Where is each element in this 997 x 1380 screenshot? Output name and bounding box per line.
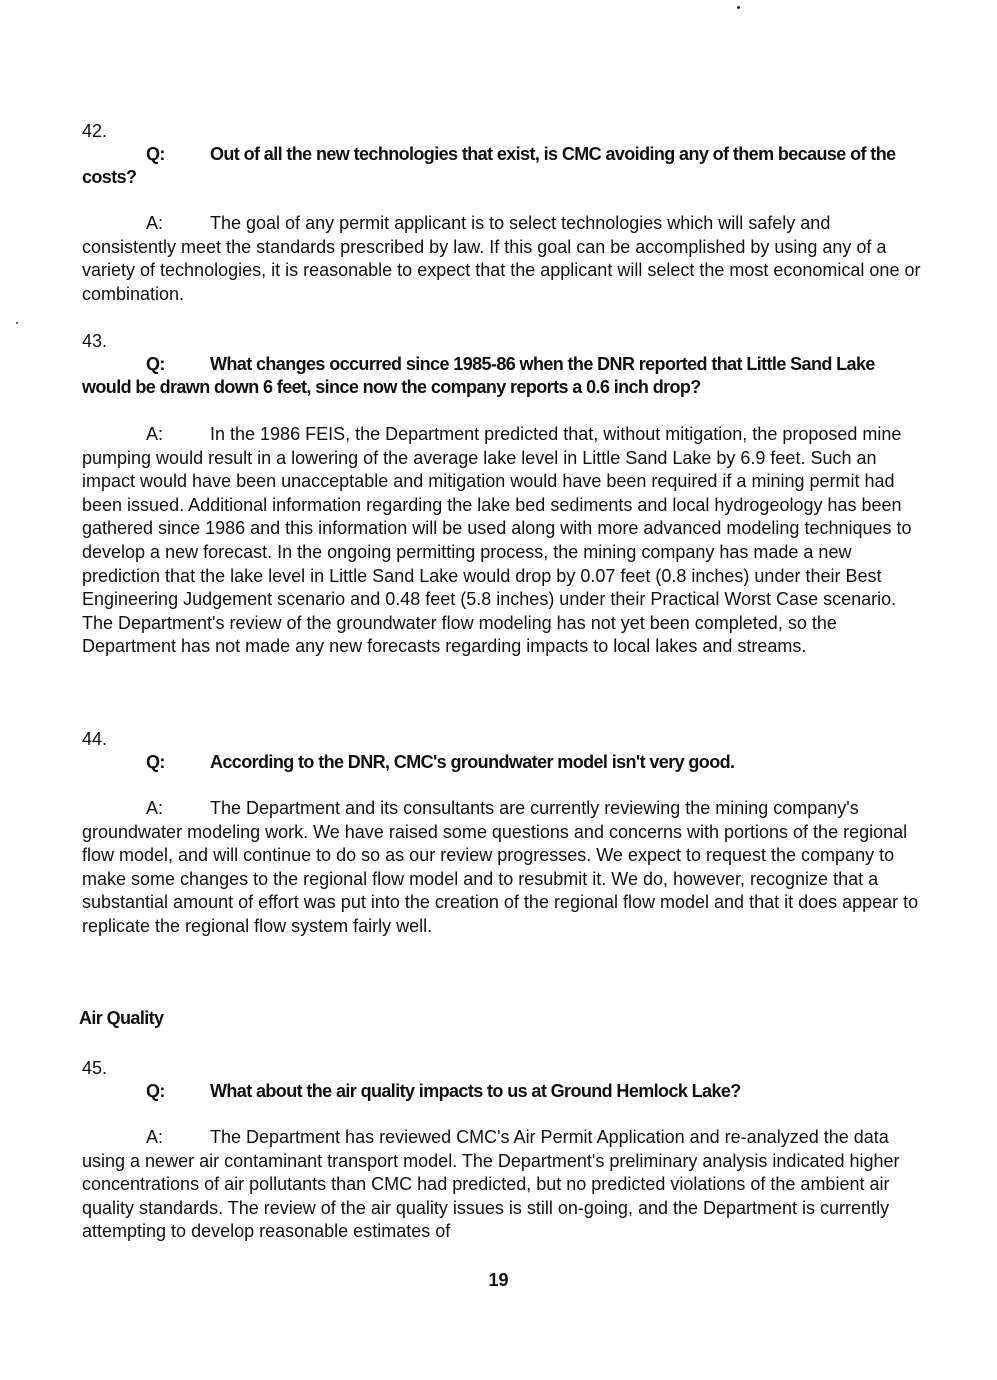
item-44-a-label: A:: [146, 798, 164, 818]
item-45-question: [82, 1080, 902, 1103]
item-43-answer-text: In the 1986 FEIS, the Department predicted that, without mitigation, the proposed mine pumping would result in a lowering of the average lake level in Little Sand Lake by 6.9 feet. Such an impact would have been unacceptable and mitigation would have been required if a mining permit had been issued. Additional information regarding the lake bed sediments and local hydrogeology has been gathered since 1986 and this information will be used along with more advanced modeling techniques to develop a new forecast. In the ongoing permitting process, the mining company has made a new prediction that the lake level in Little Sand Lake would drop by 0.07 feet (0.8 inches) under their Best Engineering Judgement scenario and 0.48 feet (5.8 inches) under their Practical Worst Case scenario. The Department's review of the groundwater flow modeling has not yet been completed, so the Department has not made any new forecasts regarding impacts to local lakes and streams.: [82, 424, 912, 657]
item-42-question: [82, 143, 902, 189]
section-heading-air-quality: Air Quality: [79, 1008, 164, 1028]
item-42-a-label: A:: [146, 213, 164, 233]
item-45-answer: [82, 1126, 922, 1244]
item-42-answer: [82, 212, 922, 306]
item-43-question-text: What changes occurred since 1985-86 when the DNR reported that Little Sand Lake would be drawn down 6 feet, since now the company reports a 0.6 inch drop?: [82, 354, 875, 397]
item-43-q-label: Q:: [146, 354, 165, 374]
item-45-question-text: What about the air quality impacts to us at Ground Hemlock Lake?: [210, 1081, 741, 1101]
item-45-q-label: Q:: [146, 1081, 165, 1101]
item-44-answer: [82, 797, 922, 939]
item-42-question-text: Out of all the new technologies that exist, is CMC avoiding any of them because of the costs?: [82, 144, 896, 187]
item-43-a-label: A:: [146, 424, 164, 444]
item-42-q-label: Q:: [146, 144, 165, 164]
item-44-q-label: Q:: [146, 752, 165, 772]
item-43-answer: [82, 423, 922, 659]
scan-speck: [737, 6, 740, 9]
page-number: 19: [488, 1270, 509, 1290]
item-42-number: 42.: [82, 121, 108, 141]
item-45-number: 45.: [82, 1058, 108, 1078]
item-44-answer-text: The Department and its consultants are currently reviewing the mining company's groundwater modeling work. We have raised some questions and concerns with portions of the regional flow model, and will continue to do so as our review progresses. We expect to request the company to make some changes to the regional flow model and to resubmit it. We do, however, recognize that a substantial amount of effort was put into the creation of the regional flow model and that it does appear to replicate the regional flow system fairly well.: [82, 798, 919, 936]
item-43-question: [82, 353, 902, 399]
item-42-answer-text: The goal of any permit applicant is to select technologies which will safely and consistently meet the standards prescribed by law. If this goal can be accomplished by using any of a variety of technologies, it is reasonable to expect that the applicant will select the most economical one or combination.: [82, 213, 921, 304]
item-44-question: [82, 751, 902, 774]
item-43-number: 43.: [82, 331, 108, 351]
item-44-question-text: According to the DNR, CMC's groundwater model isn't very good.: [210, 752, 735, 772]
item-45-answer-text: The Department has reviewed CMC's Air Permit Application and re-analyzed the data using a newer air contaminant transport model. The Department's preliminary analysis indicated higher concentrations of air pollutants than CMC had predicted, but no predicted violations of the ambient air quality standards. The review of the air quality issues is still on-going, and the Department is currently attempting to develop reasonable estimates of: [82, 1127, 900, 1242]
scan-speck: [16, 322, 18, 324]
item-44-number: 44.: [82, 729, 108, 749]
item-45-a-label: A:: [146, 1127, 164, 1147]
